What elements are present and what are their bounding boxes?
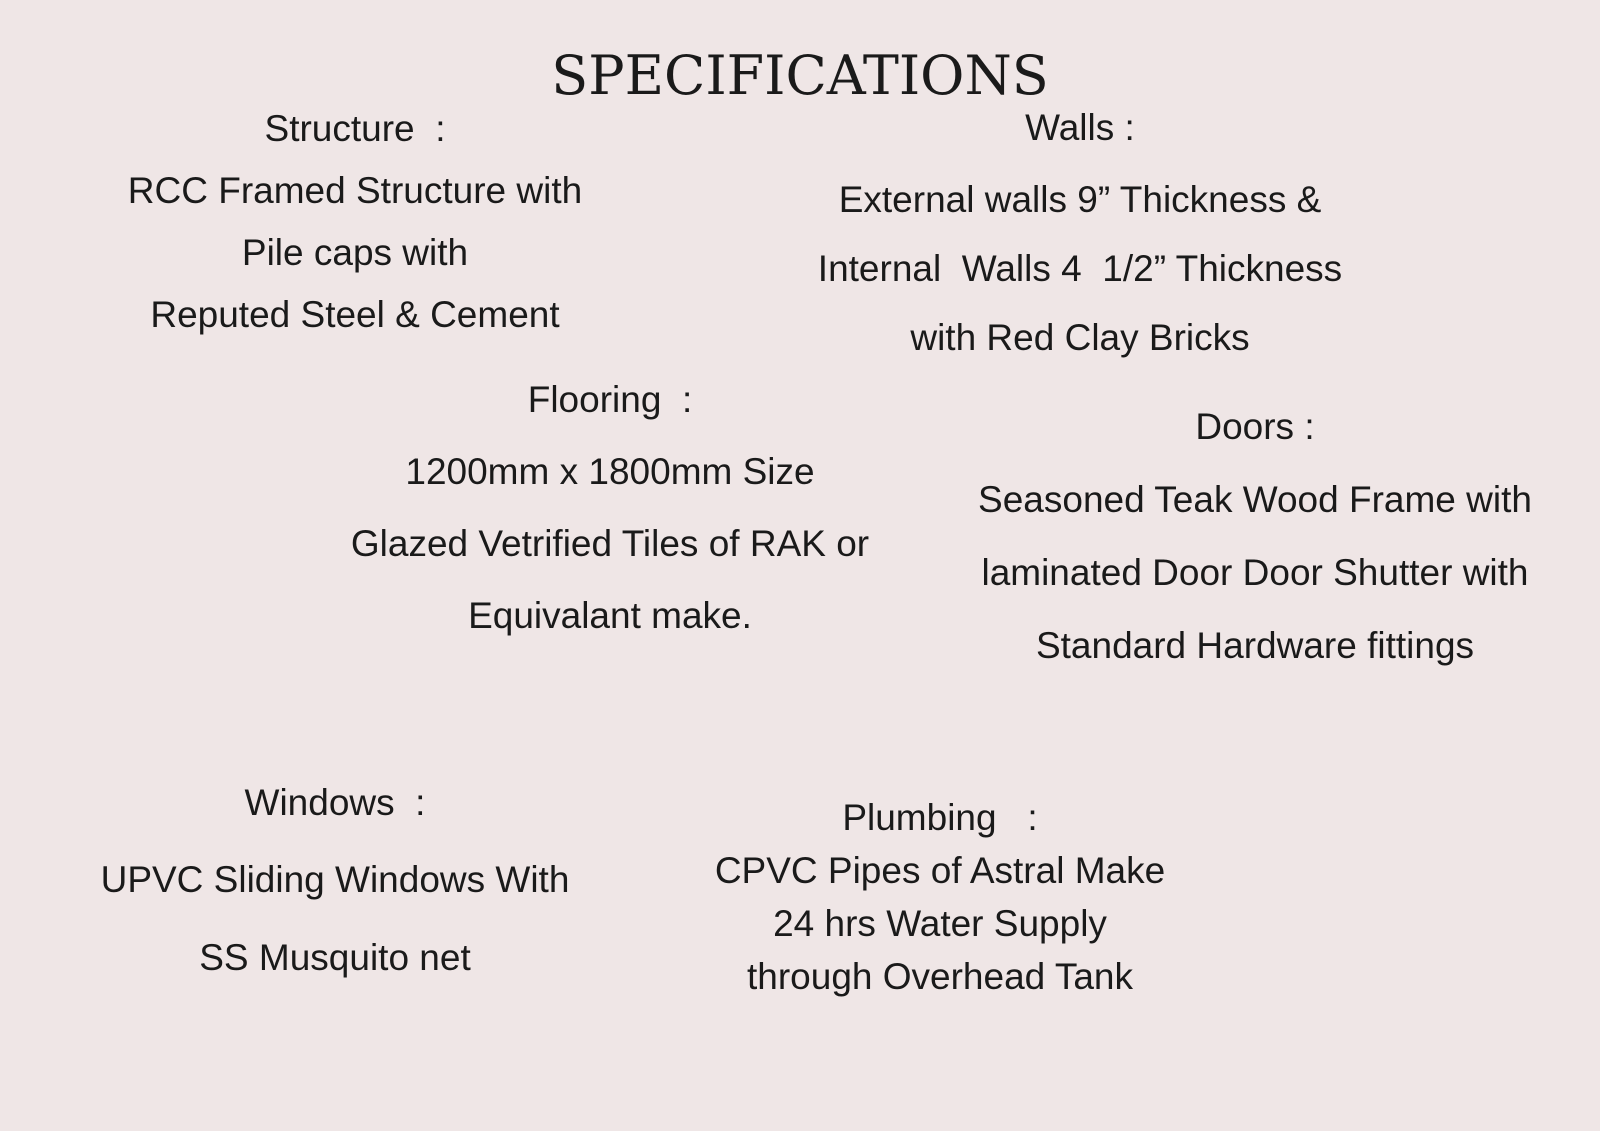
doors-line: laminated Door Door Shutter with bbox=[981, 552, 1529, 593]
plumbing-line: 24 hrs Water Supply bbox=[773, 903, 1107, 944]
doors-line: Seasoned Teak Wood Frame with bbox=[978, 479, 1532, 520]
flooring-section bbox=[330, 375, 890, 663]
windows-heading: Windows : bbox=[244, 782, 426, 823]
walls-heading: Walls : bbox=[1025, 107, 1135, 148]
plumbing-section bbox=[680, 795, 1200, 1007]
plumbing-line: through Overhead Tank bbox=[746, 956, 1134, 997]
structure-heading: Structure : bbox=[264, 108, 446, 149]
walls-line: Internal Walls 4 1/2” Thickness bbox=[817, 248, 1343, 289]
windows-section bbox=[80, 775, 590, 1008]
windows-line: UPVC Sliding Windows With bbox=[100, 859, 570, 900]
flooring-line: 1200mm x 1800mm Size bbox=[405, 451, 815, 492]
structure-line: RCC Framed Structure with bbox=[127, 170, 583, 211]
structure-line: Pile caps with bbox=[241, 232, 469, 273]
structure-line: Reputed Steel & Cement bbox=[150, 294, 560, 335]
flooring-line: Glazed Vetrified Tiles of RAK or bbox=[350, 523, 870, 564]
flooring-line: Equivalant make. bbox=[468, 595, 752, 636]
walls-line: with Red Clay Bricks bbox=[910, 317, 1250, 358]
walls-line: External walls 9” Thickness & bbox=[838, 179, 1322, 220]
plumbing-line: CPVC Pipes of Astral Make bbox=[714, 850, 1166, 891]
page-title: SPECIFICATIONS bbox=[551, 44, 1049, 107]
walls-section bbox=[760, 100, 1400, 375]
structure-section bbox=[100, 103, 610, 351]
doors-section bbox=[940, 404, 1570, 696]
plumbing-heading: Plumbing : bbox=[842, 797, 1038, 838]
windows-line: SS Musquito net bbox=[199, 937, 471, 978]
doors-heading: Doors : bbox=[1195, 406, 1315, 447]
doors-line: Standard Hardware fittings bbox=[1035, 625, 1475, 666]
flooring-heading: Flooring : bbox=[527, 379, 693, 420]
